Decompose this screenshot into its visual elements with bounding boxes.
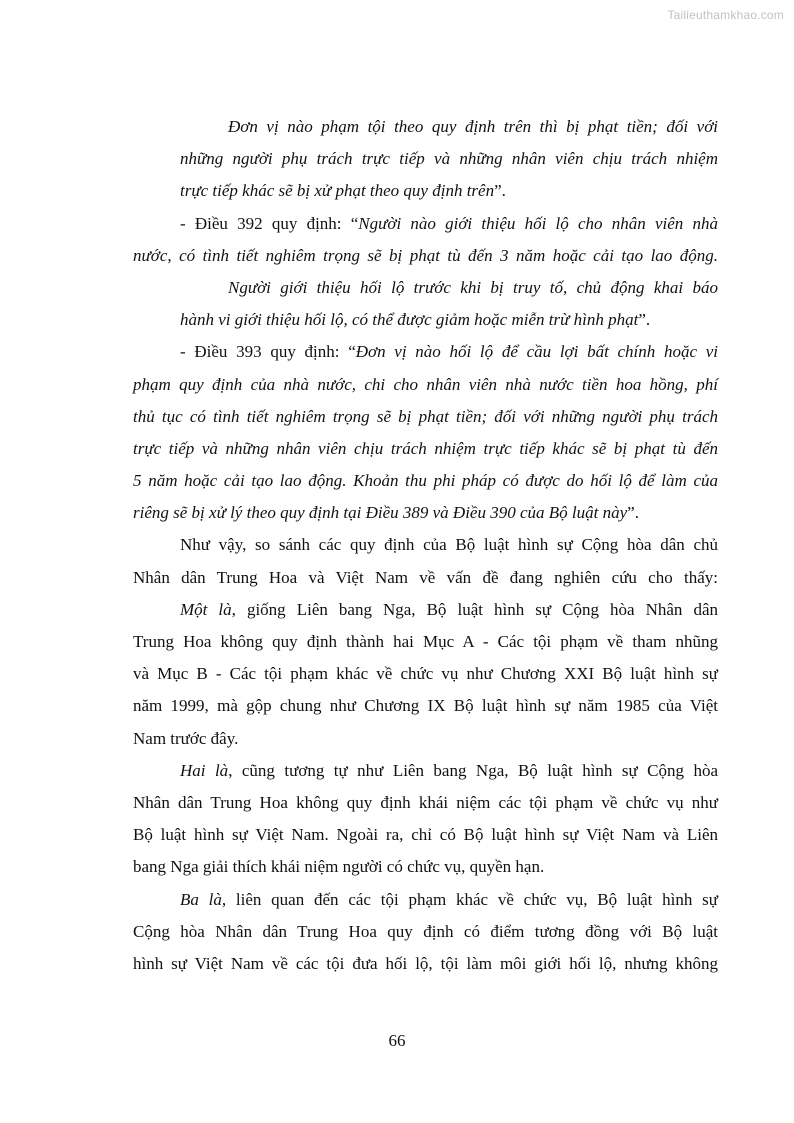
document-body: [133, 111, 718, 980]
text-line: Nhân dân Trung Hoa và Việt Nam về vấn đề đang nghiên cứu cho thấy:: [133, 567, 718, 587]
text-line: Trung Hoa không quy định thành hai Mục A - Các tội phạm về tham nhũng: [133, 632, 718, 651]
text-line: những người phụ trách trực tiếp và những nhân viên chịu trách nhiệm: [180, 149, 718, 169]
page-number: 66: [388, 1031, 406, 1050]
text-span: ”.: [627, 503, 639, 523]
text-line: Cộng hòa Nhân dân Trung Hoa quy định có điểm tương đồng với Bộ luật: [133, 921, 718, 941]
text-span: riêng sẽ bị xử lý theo quy định tại Điều 389 và Điều 390 của Bộ luật này: [133, 503, 628, 523]
text-line: Người giới thiệu hối lộ trước khi bị truy tố, chủ động khai báo: [228, 277, 718, 297]
text-line: [133, 755, 718, 787]
text-line: Nhân dân Trung Hoa không quy định khái niệm các tội phạm về chức vụ như: [133, 792, 718, 812]
text-line: Nam trước đây.: [133, 728, 239, 748]
text-line: [133, 304, 718, 336]
text-line: nước, có tình tiết nghiêm trọng sẽ bị phạt tù đến 3 năm hoặc cải tạo lao động.: [133, 245, 718, 265]
text-span: - Điều 393 quy định: “: [180, 342, 356, 362]
text-line: Như vậy, so sánh các quy định của Bộ luật hình sự Cộng hòa dân chủ: [180, 535, 718, 555]
text-line: và Mục B - Các tội phạm khác về chức vụ như Chương XXI Bộ luật hình sự: [133, 664, 718, 684]
text-line: Đơn vị nào phạm tội theo quy định trên thì bị phạt tiền; đối với: [228, 117, 718, 136]
text-line: Bộ luật hình sự Việt Nam. Ngoài ra, chỉ có Bộ luật hình sự Việt Nam và Liên: [133, 825, 718, 845]
text-span: Người nào giới thiệu hối lộ cho nhân viên nhà: [358, 213, 718, 233]
text-span: Hai là: [180, 760, 229, 780]
text-line: [133, 884, 718, 916]
text-span: , liên quan đến các tội phạm khác về chức vụ, Bộ luật hình sự: [221, 889, 718, 909]
text-line: [133, 594, 718, 626]
text-line: hình sự Việt Nam về các tội đưa hối lộ, tội làm môi giới hối lộ, nhưng không: [133, 953, 718, 973]
text-span: , cũng tương tự như Liên bang Nga, Bộ luật hình sự Cộng hòa: [228, 760, 718, 780]
text-line: [133, 497, 718, 529]
text-span: Đơn vị nào hối lộ để cầu lợi bất chính hoặc vi: [355, 342, 718, 362]
text-span: - Điều 392 quy định: “: [180, 213, 359, 233]
text-line: [133, 208, 718, 240]
text-span: Một là: [180, 599, 232, 619]
text-line: [133, 175, 718, 207]
text-line: 5 năm hoặc cải tạo lao động. Khoản thu phi pháp có được do hối lộ để làm của: [133, 471, 718, 491]
text-span: trực tiếp khác sẽ bị xử phạt theo quy định trên: [180, 181, 495, 201]
watermark-text: Tailieuthamkhao.com: [667, 8, 784, 22]
text-line: trực tiếp và những nhân viên chịu trách nhiệm trực tiếp khác sẽ bị phạt tù đến: [133, 438, 718, 458]
text-span: ”.: [494, 181, 506, 201]
text-span: , giống Liên bang Nga, Bộ luật hình sự Cộng hòa Nhân dân: [231, 599, 718, 619]
text-line: phạm quy định của nhà nước, chi cho nhân viên nhà nước tiền hoa hồng, phí: [133, 374, 718, 394]
text-line: [133, 336, 718, 368]
text-line: thủ tục có tình tiết nghiêm trọng sẽ bị phạt tiền; đối với những người phụ trách: [133, 406, 718, 426]
text-span: Ba là: [180, 889, 222, 909]
text-line: bang Nga giải thích khái niệm người có chức vụ, quyền hạn.: [133, 857, 545, 877]
text-line: năm 1999, mà gộp chung như Chương IX Bộ luật hình sự năm 1985 của Việt: [133, 696, 718, 716]
text-span: ”.: [638, 310, 651, 330]
text-span: hành vi giới thiệu hối lộ, có thể được giảm hoặc miễn trừ hình phạt: [180, 310, 639, 330]
